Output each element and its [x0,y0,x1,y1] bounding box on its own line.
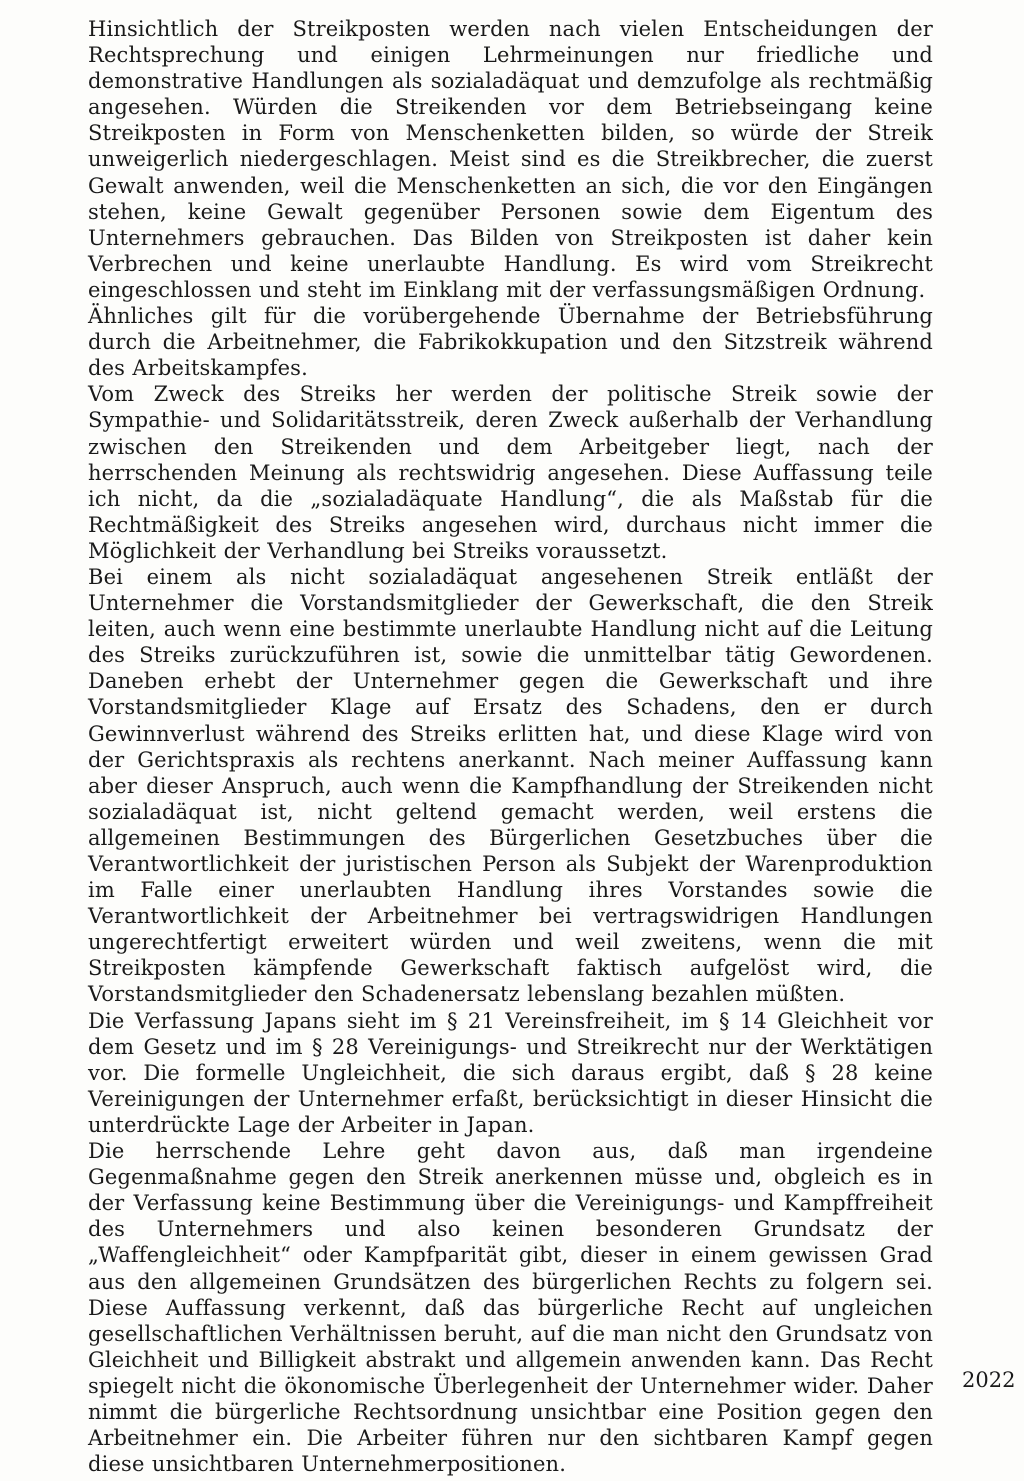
paragraph-streikposten: Hinsichtlich der Streikposten werden nach vielen Entscheidungen der Rechtsprechung und einigen Lehrmeinungen nur friedliche und demonstrative Handlungen als sozialadäquat und demzufolge als rechtmäßig angesehen. Würden die Streikenden vor dem Betriebseingang keine Streikposten in Form von Menschenketten bilden, so würde der Streik unweigerlich niedergeschlagen. Meist sind es die Streikbrecher, die zuerst Gewalt anwenden, weil die Menschenketten an sich, die vor den Eingängen stehen, keine Gewalt gegenüber Personen sowie dem Eigentum des Unternehmers gebrauchen. Das Bilden von Streikposten ist daher kein Verbrechen und keine unerlaubte Handlung. Es wird vom Streikrecht eingeschlossen und steht im Einklang mit der verfassungsmäßigen Ordnung. [88,17,933,302]
paragraph-politischer-streik: Vom Zweck des Streiks her werden der politische Streik sowie der Sympathie- und Solidaritätsstreik, deren Zweck außerhalb der Verhandlung zwischen den Streikenden und dem Arbeitgeber liegt, nach der herrschenden Meinung als rechtswidrig angesehen. Diese Auffassung teile ich nicht, da die „sozialadäquate Handlung“, die als Maßstab für die Rechtmäßigkeit des Streiks angesehen wird, durchaus nicht immer die Möglichkeit der Verhandlung bei Streiks voraussetzt. [88,382,933,563]
page-number: 2022 [962,1368,1016,1392]
paragraph-herrschende-lehre: Die herrschende Lehre geht davon aus, daß man irgendeine Gegenmaßnahme gegen den Streik anerkennen müsse und, obgleich es in der Verfassung keine Bestimmung über die Vereinigungs- und Kampffreiheit des Unternehmers und also keinen besonderen Grundsatz der „Waffengleichheit“ oder Kampfparität gibt, dieser in einem gewissen Grad aus den allgemeinen Grundsätzen des bürgerlichen Rechts zu folgern sei. Diese Auffassung verkennt, daß das bürgerliche Recht auf ungleichen gesellschaftlichen Verhältnissen beruht, auf die man nicht den Grundsatz von Gleichheit und Billigkeit abstrakt und allgemein anwenden kann. Das Recht spiegelt nicht die ökonomische Überlegenheit der Unternehmer wider. Daher nimmt die bürgerliche Rechtsordnung unsichtbar eine Position gegen den Arbeitnehmer ein. Die Arbeiter führen nur den sichtbaren Kampf gegen diese unsichtbaren Unternehmerpositionen. [88,1139,933,1477]
body-text [88,16,933,1477]
paragraph-verfassung-japans: Die Verfassung Japans sieht im § 21 Vereinsfreiheit, im § 14 Gleichheit vor dem Gesetz und im § 28 Vereinigungs- und Streikrecht nur der Werktätigen vor. Die formelle Ungleichheit, die sich daraus ergibt, daß § 28 keine Vereinigungen der Unternehmer erfaßt, berücksichtigt in dieser Hinsicht die unterdrückte Lage der Arbeiter in Japan. [88,1008,933,1137]
paragraph-betriebsfuehrung: Ähnliches gilt für die vorübergehende Übernahme der Betriebsführung durch die Arbeitnehmer, die Fabrikokkupation und den Sitzstreik während des Arbeitskampfes. [88,304,933,381]
paragraph-schadenersatz: Bei einem als nicht sozialadäquat angesehenen Streik entläßt der Unternehmer die Vorstandsmitglieder der Gewerkschaft, die den Streik leiten, auch wenn eine bestimmte unerlaubte Handlung nicht auf die Leitung des Streiks zurückzuführen ist, sowie die unmittelbar tätig Gewordenen. Daneben erhebt der Unternehmer gegen die Gewerkschaft und ihre Vorstandsmitglieder Klage auf Ersatz des Schadens, den er durch Gewinnverlust während des Streiks erlitten hat, und diese Klage wird von der Gerichtspraxis als rechtens anerkannt. Nach meiner Auffassung kann aber dieser Anspruch, auch wenn die Kampfhandlung der Streikenden nicht sozialadäquat ist, nicht geltend gemacht werden, weil erstens die allgemeinen Bestimmungen des Bürgerlichen Gesetzbuches über die Verantwortlichkeit der juristischen Person als Subjekt der Warenproduktion im Falle einer unerlaubten Handlung ihres Vorstandes sowie die Verantwortlichkeit der Arbeitnehmer bei vertragswidrigen Handlungen ungerechtfertigt erweitert würden und weil zweitens, wenn die mit Streikposten kämpfende Gewerkschaft faktisch aufgelöst wird, die Vorstandsmitglieder den Schadenersatz lebenslang bezahlen müßten. [88,564,933,1007]
